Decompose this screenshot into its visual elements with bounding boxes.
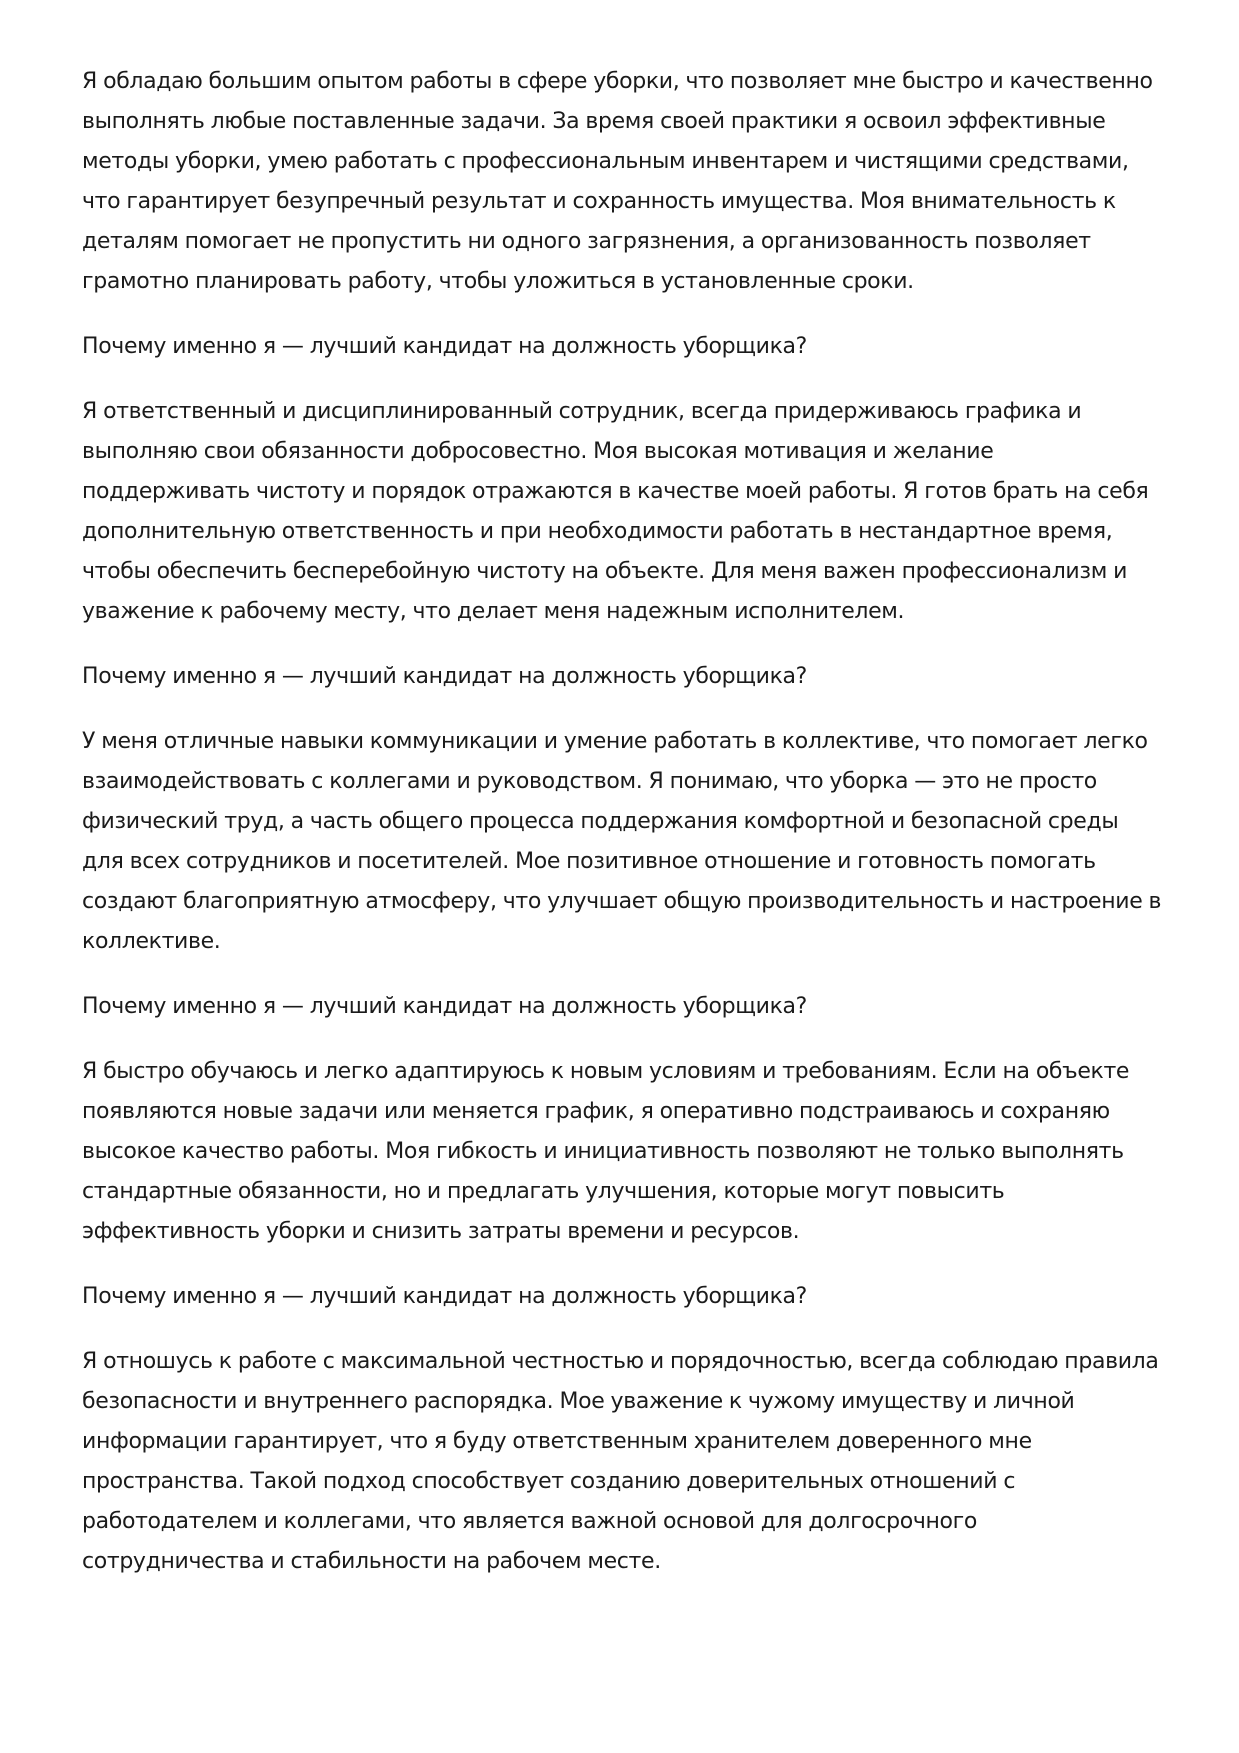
paragraph-responsibility: Я ответственный и дисциплинированный сотрудник, всегда придерживаюсь графика и выполняю свои обязанности добросовестно. Моя высокая мотивация и желание поддерживать чистоту и порядок отражаются в качестве моей работы. Я готов брать на себя дополнительную ответственность и при необходимости работать в нестандартное время, чтобы обеспечить бесперебойную чистоту на объекте. Для меня важен профессионализм и уважение к рабочему месту, что делает меня надежным исполнителем. xyxy=(82,399,1149,624)
paragraph-adaptability: Я быстро обучаюсь и легко адаптируюсь к новым условиям и требованиям. Если на объекте появляются новые задачи или меняется график, я оперативно подстраиваюсь и сохраняю высокое качество работы. Моя гибкость и инициативность позволяют не только выполнять стандартные обязанности, но и предлагать улучшения, которые могут повысить эффективность уборки и снизить затраты времени и ресурсов. xyxy=(82,1059,1130,1244)
question-heading: Почему именно я — лучший кандидат на должность уборщика? xyxy=(82,664,807,689)
paragraph-communication: У меня отличные навыки коммуникации и умение работать в коллективе, что помогает легко взаимодействовать с коллегами и руководством. Я понимаю, что уборка — это не просто физический труд, а часть общего процесса поддержания комфортной и безопасной среды для всех сотрудников и посетителей. Мое позитивное отношение и готовность помогать создают благоприятную атмосферу, что улучшает общую производительность и настроение в коллективе. xyxy=(82,729,1162,954)
question-heading: Почему именно я — лучший кандидат на должность уборщика? xyxy=(82,334,807,359)
document-body xyxy=(82,62,1162,1607)
paragraph-honesty: Я отношусь к работе с максимальной честностью и порядочностью, всегда соблюдаю правила безопасности и внутреннего распорядка. Мое уважение к чужому имуществу и личной информации гарантирует, что я буду ответственным хранителем доверенного мне пространства. Такой подход способствует созданию доверительных отношений с работодателем и коллегами, что является важной основой для долгосрочного сотрудничества и стабильности на рабочем месте. xyxy=(82,1349,1159,1574)
paragraph-experience: Я обладаю большим опытом работы в сфере уборки, что позволяет мне быстро и качественно выполнять любые поставленные задачи. За время своей практики я освоил эффективные методы уборки, умею работать с профессиональным инвентарем и чистящими средствами, что гарантирует безупречный результат и сохранность имущества. Моя внимательность к деталям помогает не пропустить ни одного загрязнения, а организованность позволяет грамотно планировать работу, чтобы уложиться в установленные сроки. xyxy=(82,69,1153,294)
question-heading: Почему именно я — лучший кандидат на должность уборщика? xyxy=(82,1284,807,1309)
question-heading: Почему именно я — лучший кандидат на должность уборщика? xyxy=(82,994,807,1019)
